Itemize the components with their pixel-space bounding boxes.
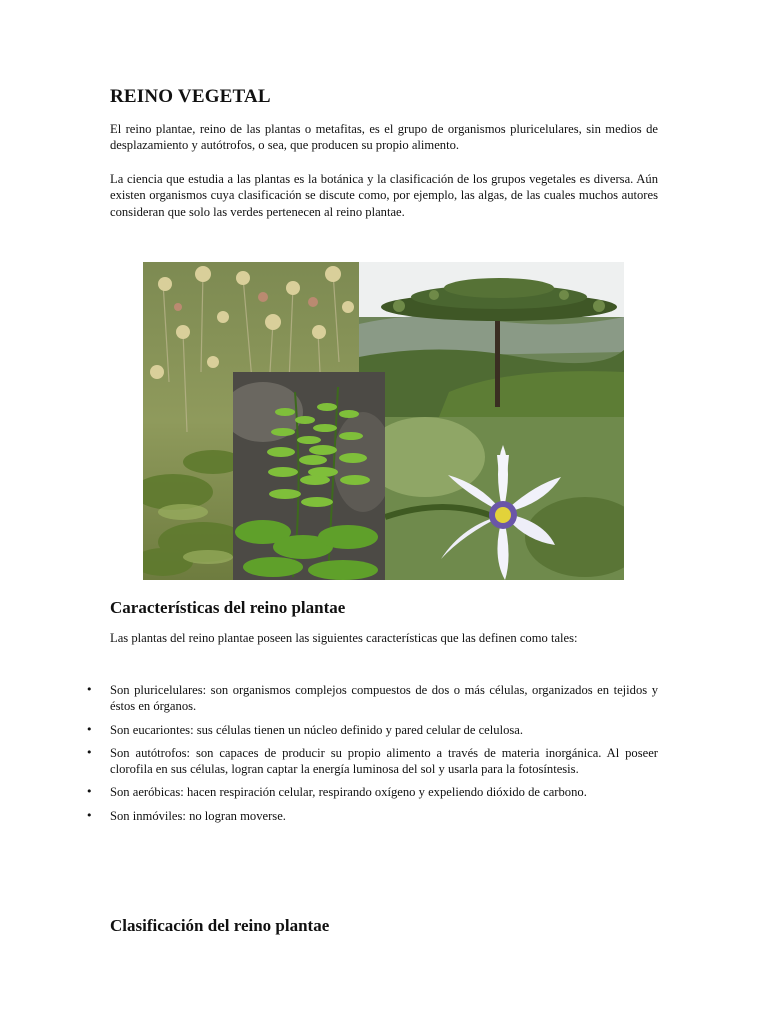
araucaria-tree-photo bbox=[359, 262, 624, 417]
fern-photo bbox=[233, 372, 385, 580]
white-star-flower-photo bbox=[385, 417, 624, 580]
list-item: • Son aeróbicas: hacen respiración celular, respirando oxígeno y expeliendo dióxido de carbono. bbox=[110, 784, 658, 800]
characteristics-intro: Las plantas del reino plantae poseen las siguientes características que las definen como tales: bbox=[110, 631, 578, 645]
characteristics-heading: Características del reino plantae bbox=[110, 598, 346, 617]
list-item: • Son autótrofos: son capaces de producir su propio alimento a través de materia inorgánica. Al poseer clorofila en sus células, logran captar la energía luminosa del sol y usarla para la fotosíntesis. bbox=[110, 745, 658, 778]
list-item: • Son eucariontes: sus células tienen un núcleo definido y pared celular de celulosa. bbox=[110, 722, 658, 738]
plant-photo-collage bbox=[143, 262, 624, 580]
classification-heading: Clasificación del reino plantae bbox=[110, 916, 330, 935]
page-title: REINO VEGETAL bbox=[110, 86, 271, 107]
list-item: • Son pluricelulares: son organismos complejos compuestos de dos o más células, organizados en tejidos y éstos en órganos. bbox=[110, 682, 658, 715]
list-item: • Son inmóviles: no logran moverse. bbox=[110, 808, 658, 824]
characteristics-list bbox=[110, 682, 658, 831]
intro-paragraph-2: La ciencia que estudia a las plantas es la botánica y la clasificación de los grupos vegetales es diversa. Aún existen organismos cuya clasificación se discute como, por ejemplo, las algas, de las cuales muchos autores consideran que solo las verdes pertenecen al reino plantae. bbox=[110, 172, 658, 219]
intro-paragraph-1: El reino plantae, reino de las plantas o metafitas, es el grupo de organismos pluricelulares, sin medios de desplazamiento y autótrofos, o sea, que producen su propio alimento. bbox=[110, 122, 658, 153]
